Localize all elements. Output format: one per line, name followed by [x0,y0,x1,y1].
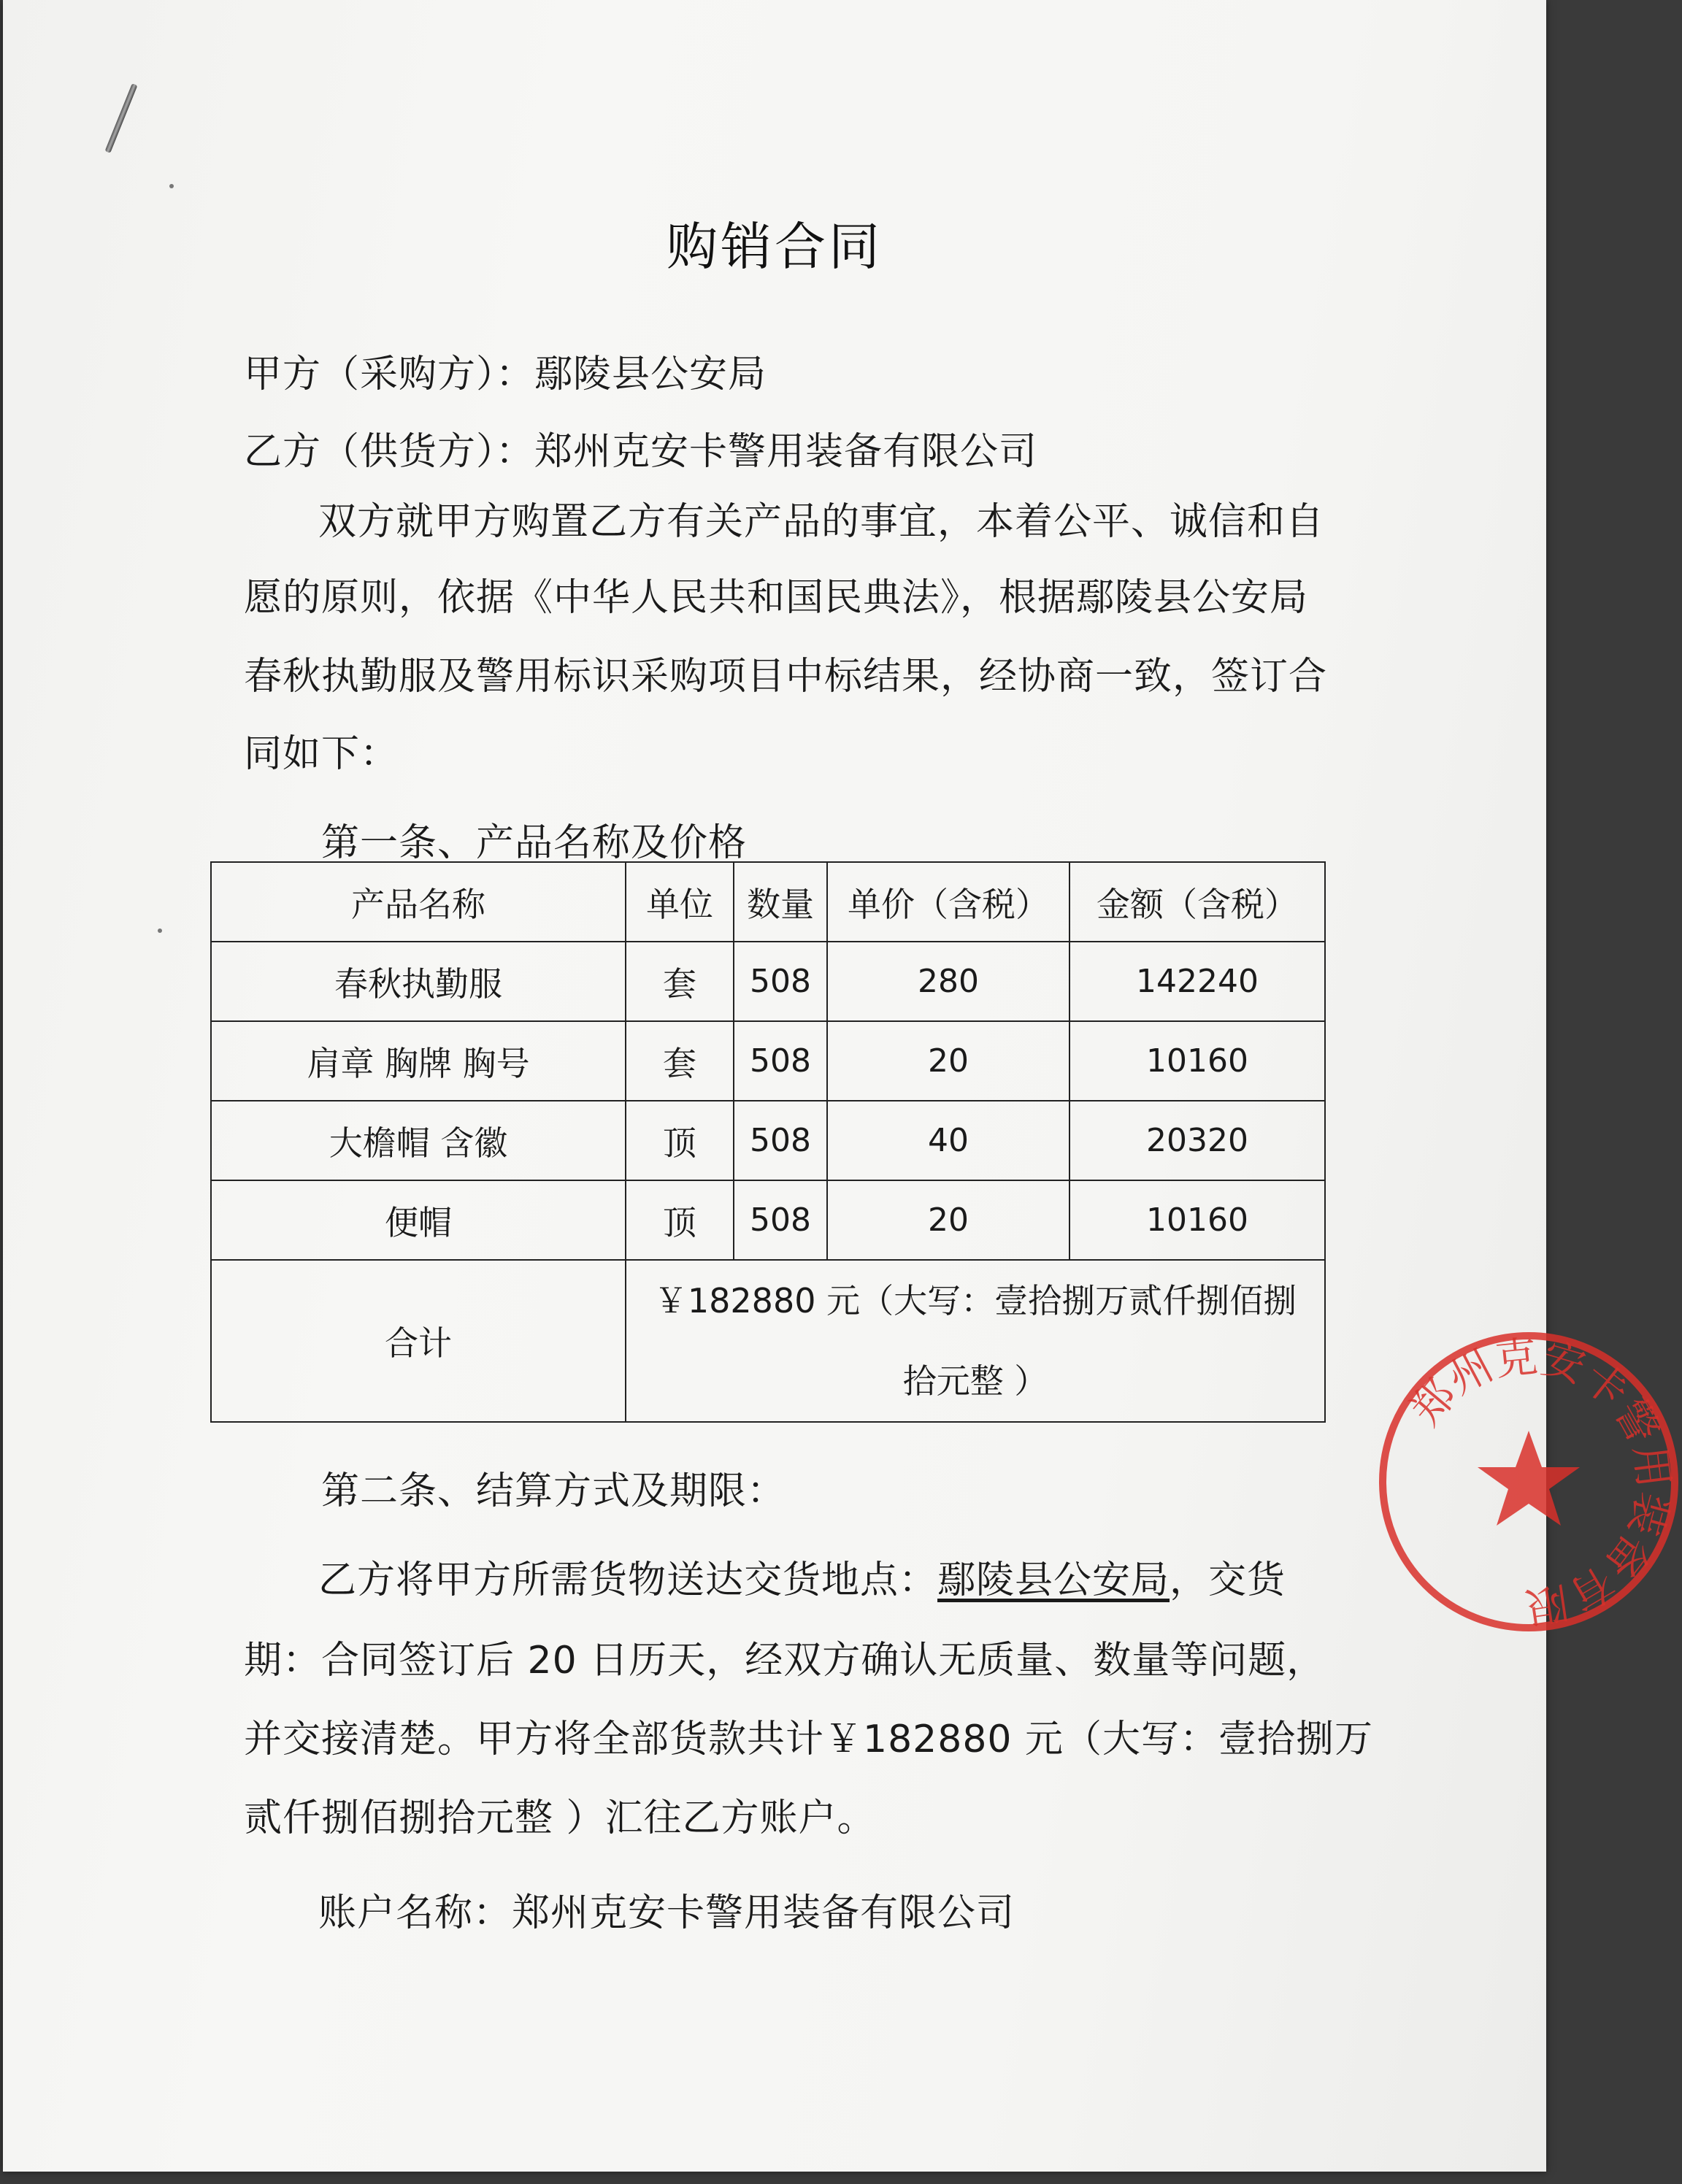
cell-product-name: 便帽 [211,1180,626,1260]
cell-unit-price: 20 [827,1180,1070,1260]
table-header-row [211,862,1325,942]
cell-amount: 10160 [1070,1021,1325,1101]
article-2-heading: 第二条、结算方式及期限： [321,1469,786,1513]
party-a: 甲方（采购方）：鄢陵县公安局 [244,353,767,396]
header-unit: 单位 [626,862,734,942]
settlement-line-2: 期：合同签订后 20 日历天，经双方确认无质量、数量等问题， [244,1639,1326,1683]
total-label: 合计 [211,1260,626,1422]
total-amount-line-1: ￥182880 元（大写：壹拾捌万贰仟捌佰捌 [653,1281,1297,1320]
table-row [211,1180,1325,1260]
table-row [211,1021,1325,1101]
party-b: 乙方（供货方）：郑州克安卡警用装备有限公司 [244,430,1038,474]
cell-product-name: 肩章 胸牌 胸号 [211,1021,626,1101]
header-unit-price: 单价（含税） [827,862,1070,942]
intro-line-2: 愿的原则，依据《中华人民共和国民典法》，根据鄢陵县公安局 [244,576,1309,620]
punch-mark [158,928,162,933]
total-amount-line-2: 拾元整 ） [902,1361,1048,1401]
contract-page [3,0,1680,2172]
cell-quantity: 508 [734,1180,827,1260]
settlement-line-1 [318,1549,1286,1604]
header-quantity: 数量 [734,862,827,942]
intro-line-3: 春秋执勤服及警用标识采购项目中标结果，经协商一致，签订合 [244,655,1328,699]
table-row [211,1101,1325,1180]
table-total-row [211,1260,1325,1422]
document-title: 购销合同 [667,217,883,277]
cell-unit: 顶 [626,1101,734,1180]
cell-amount: 10160 [1070,1180,1325,1260]
settlement-line-3: 并交接清楚。甲方将全部货款共计￥182880 元（大写：壹拾捌万 [244,1718,1374,1761]
intro-line-4: 同如下： [244,732,399,776]
cell-product-name: 大檐帽 含徽 [211,1101,626,1180]
settlement-text: 乙方将甲方所需货物送达交货地点： [318,1558,938,1602]
cell-product-name: 春秋执勤服 [211,942,626,1021]
cell-quantity: 508 [734,1101,827,1180]
article-1-heading: 第一条、产品名称及价格 [321,821,748,865]
product-table [210,861,1326,1423]
table-row [211,942,1325,1021]
header-product-name: 产品名称 [211,862,626,942]
delivery-place: 鄢陵县公安局 [937,1558,1170,1602]
header-amount: 金额（含税） [1070,862,1325,942]
cell-unit: 顶 [626,1180,734,1260]
cell-unit-price: 280 [827,942,1070,1021]
total-amount-cell [626,1260,1325,1422]
cell-quantity: 508 [734,942,827,1021]
cell-unit: 套 [626,942,734,1021]
cell-unit: 套 [626,1021,734,1101]
cell-unit-price: 40 [827,1101,1070,1180]
punch-mark [169,184,174,188]
settlement-line-4: 贰仟捌佰捌拾元整 ）汇往乙方账户。 [244,1796,876,1840]
account-name: 账户名称：郑州克安卡警用装备有限公司 [318,1891,1015,1935]
cell-amount: 20320 [1070,1101,1325,1180]
cell-unit-price: 20 [827,1021,1070,1101]
company-seal [1375,1329,1682,1635]
staple-mark [105,83,138,153]
settlement-text: ，交货 [1170,1558,1286,1602]
intro-line-1: 双方就甲方购置乙方有关产品的事宜，本着公平、诚信和自 [318,500,1325,544]
cell-quantity: 508 [734,1021,827,1101]
svg-text:郑州克安卡警用装备有限: 郑州克安卡警用装备有限 [1400,1331,1680,1633]
cell-amount: 142240 [1070,942,1325,1021]
